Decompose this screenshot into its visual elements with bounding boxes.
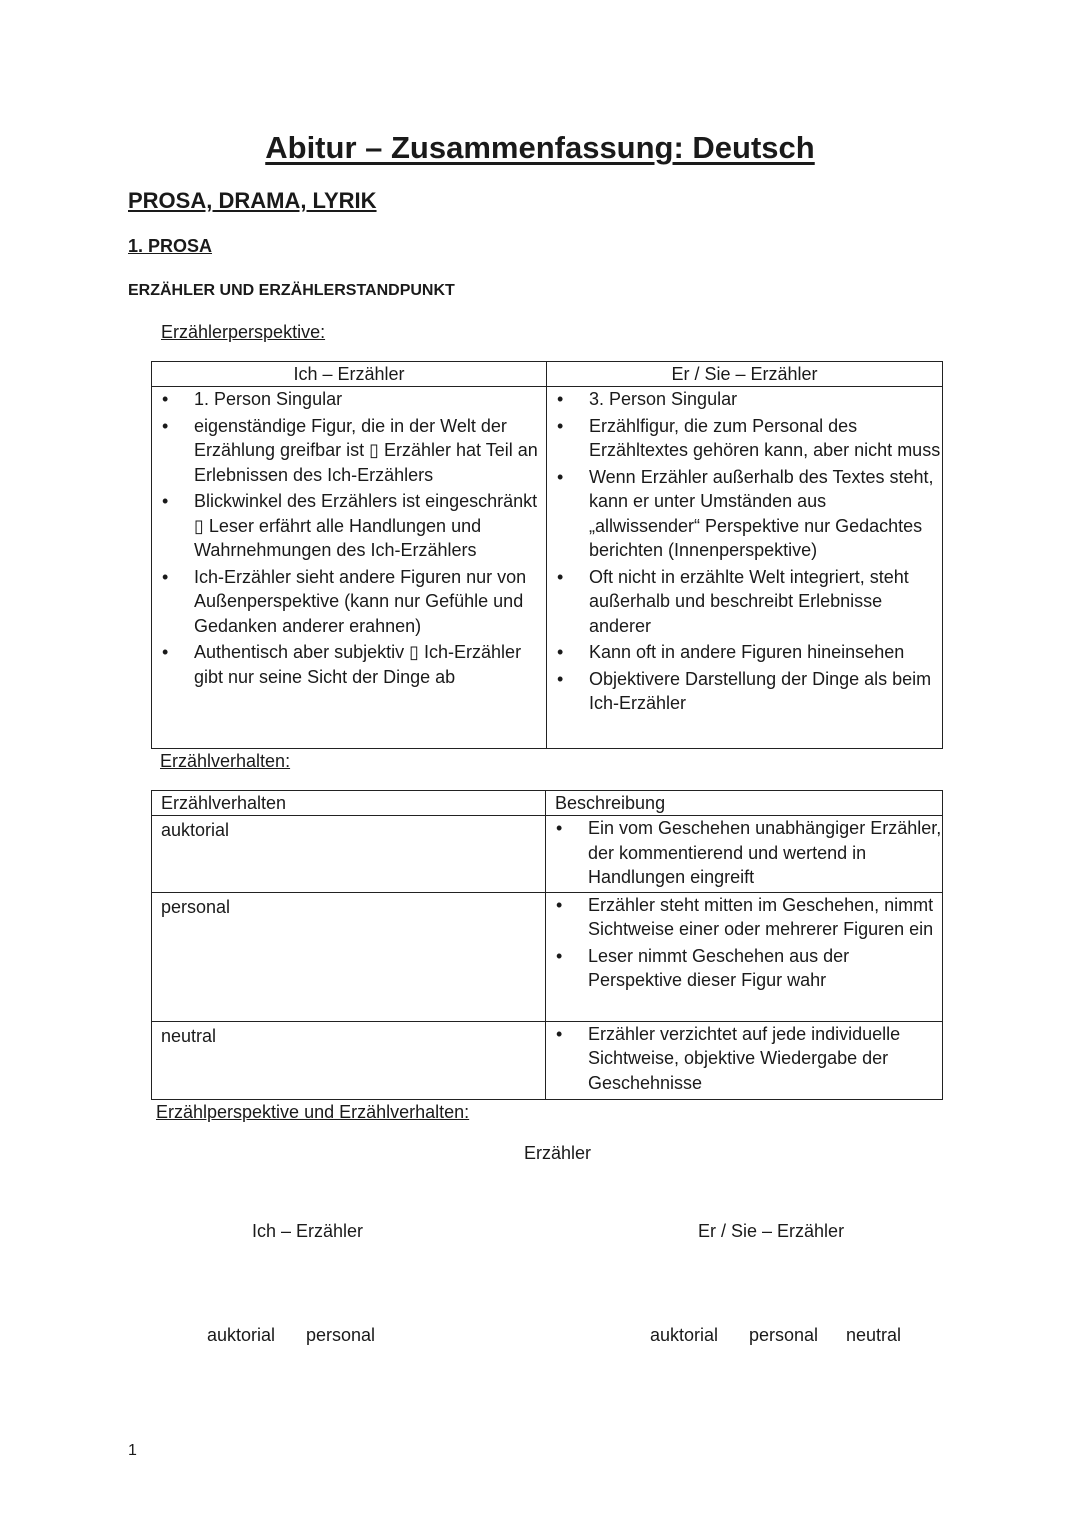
behavior-table: [151, 790, 943, 1100]
document-title: Abitur – Zusammenfassung: Deutsch: [265, 130, 815, 165]
list-item: • Erzähler steht mitten im Geschehen, nimmt Sichtweise einer oder mehrerer Figuren ein: [546, 893, 942, 942]
diagram-label: Erzählperspektive und Erzählverhalten:: [156, 1102, 470, 1122]
section-title: PROSA, DRAMA, LYRIK: [128, 188, 377, 213]
list-item: • Kann oft in andere Figuren hineinsehen: [547, 640, 942, 665]
diagram-leaf-neutral: neutral: [846, 1325, 902, 1345]
list-item: • 1. Person Singular: [152, 387, 546, 412]
list-item: • Blickwinkel des Erzählers ist eingeschränkt ▯ Leser erfährt alle Handlungen und Wahrnehmungen des Ich-Erzählers: [152, 489, 546, 563]
list-item: • Erzähler verzichtet auf jede individuelle Sichtweise, objektive Wiedergabe der Geschehnisse: [546, 1022, 942, 1096]
behavior-header-name: Erzählverhalten: [152, 791, 546, 816]
diagram-leaf-personal: personal: [749, 1325, 819, 1345]
behavior-header-description: Beschreibung: [546, 791, 943, 816]
ich-erzaehler-cell: [152, 387, 547, 749]
list-item: • 3. Person Singular: [547, 387, 942, 412]
list-item: • Objektivere Darstellung der Dinge als beim Ich-Erzähler: [547, 667, 942, 716]
diagram-node-er-sie-erzaehler: Er / Sie – Erzähler: [698, 1221, 845, 1241]
diagram-node-ich-erzaehler: Ich – Erzähler: [252, 1221, 364, 1241]
perspective-header-er-sie: Er / Sie – Erzähler: [547, 362, 943, 387]
behavior-label: Erzählverhalten:: [160, 751, 291, 771]
list-item: • Authentisch aber subjektiv ▯ Ich-Erzähler gibt nur seine Sicht der Dinge ab: [152, 640, 546, 689]
list-item: • Erzählfigur, die zum Personal des Erzähltextes gehören kann, aber nicht muss: [547, 414, 942, 463]
diagram-root-node: Erzähler: [524, 1143, 592, 1163]
behavior-name-neutral: neutral: [161, 1025, 217, 1046]
er-sie-erzaehler-cell: [547, 387, 943, 749]
perspective-table: [151, 361, 943, 749]
list-item: • Ich-Erzähler sieht andere Figuren nur von Außenperspektive (kann nur Gefühle und Gedanken anderer erahnen): [152, 565, 546, 639]
list-item: • Leser nimmt Geschehen aus der Perspektive dieser Figur wahr: [546, 944, 942, 993]
subsection-title: 1. PROSA: [128, 236, 213, 256]
list-item: • Wenn Erzähler außerhalb des Textes steht, kann er unter Umständen aus „allwissender“ Perspektive nur Gedachtes berichten (Innenperspektive): [547, 465, 942, 563]
behavior-name-auktorial: auktorial: [161, 820, 230, 840]
page-number: 1: [128, 1442, 137, 1459]
perspective-label: Erzählerperspektive:: [161, 322, 326, 342]
list-item: • Ein vom Geschehen unabhängiger Erzähler, der kommentierend und wertend in Handlungen eingreift: [546, 816, 942, 890]
behavior-name-personal: personal: [161, 896, 231, 917]
diagram-leaf-auktorial: auktorial: [207, 1325, 276, 1345]
perspective-header-ich: Ich – Erzähler: [152, 362, 547, 387]
list-item: • eigenständige Figur, die in der Welt der Erzählung greifbar ist ▯ Erzähler hat Teil an Erlebnissen des Ich-Erzählers: [152, 414, 546, 488]
diagram-leaf-auktorial: auktorial: [650, 1325, 719, 1345]
diagram-leaf-personal: personal: [306, 1325, 376, 1345]
list-item: • Oft nicht in erzählte Welt integriert, steht außerhalb und beschreibt Erlebnisse anderer: [547, 565, 942, 639]
topic-heading: ERZÄHLER UND ERZÄHLERSTANDPUNKT: [128, 282, 455, 299]
